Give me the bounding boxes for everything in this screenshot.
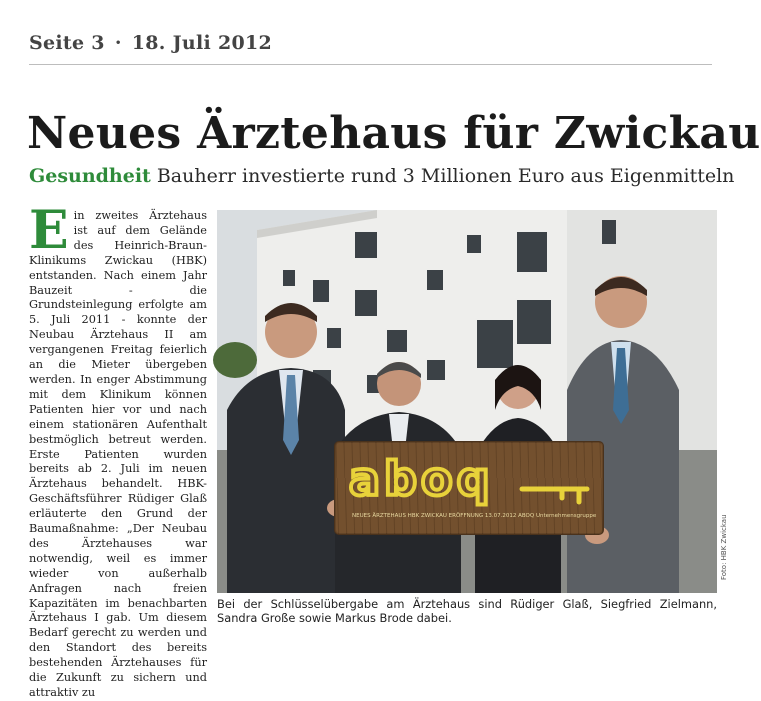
drop-cap: E	[29, 200, 69, 261]
header-separator: ·	[114, 32, 122, 54]
article-photo	[217, 210, 717, 593]
article-body	[29, 200, 207, 699]
sign-logo: aboq	[349, 452, 494, 506]
photo-credit: Foto: HBK Zwickau	[720, 514, 728, 580]
article-subhead	[29, 165, 734, 187]
article-body-text: in zweites Ärztehaus ist auf dem Gelände des Heinrich-Braun-Klinikums Zwickau (HBK) entstanden. Nach einem Jahr Bauzeit - die Grundsteinlegung erfolgte am 5. Juli 2011 - konnte der Neubau Ärztehaus II am vergangenen Freitag feierlich an die Mieter übergeben werden. In enger Abstimmung mit dem Klinikum können Patienten hier vor und nach einem stationären Aufenthalt bestmöglich betreut werden. Erste Patienten wurden bereits ab 2. Juli im neuen Ärztehaus behandelt. HBK-Geschäftsführer Rüdiger Glaß erläuterte den Grund der Baumaßnahme: „Der Neubau des Ärztehauses war notwendig, weil es immer wieder von außerhalb Anfragen nach freien Kapazitäten im benachbarten Ärztehaus I gab. Um diesem Bedarf gerecht zu werden und den Standort des bereits bestehenden Ärztehauses für die Zukunft zu sichern und attraktiv zu	[29, 209, 207, 699]
category-label: Gesundheit	[29, 165, 151, 187]
photo-illustration	[217, 210, 717, 593]
page-number: Seite 3	[29, 32, 105, 54]
page-date: 18. Juli 2012	[131, 32, 273, 54]
photo-caption: Bei der Schlüsselübergabe am Ärztehaus sind Rüdiger Glaß, Siegfried Zielmann, Sandra Große sowie Markus Brode dabei.	[217, 597, 717, 625]
page-header	[29, 32, 272, 54]
header-rule	[29, 64, 712, 65]
subtitle: Bauherr investierte rund 3 Millionen Euro aus Eigenmitteln	[156, 165, 735, 187]
article-headline: Neues Ärztehaus für Zwickau	[27, 108, 761, 159]
sign-small-text: NEUES ÄRZTEHAUS HBK ZWICKAU ERÖFFNUNG 13.07.2012 ABOQ Unternehmensgruppe	[352, 513, 597, 519]
